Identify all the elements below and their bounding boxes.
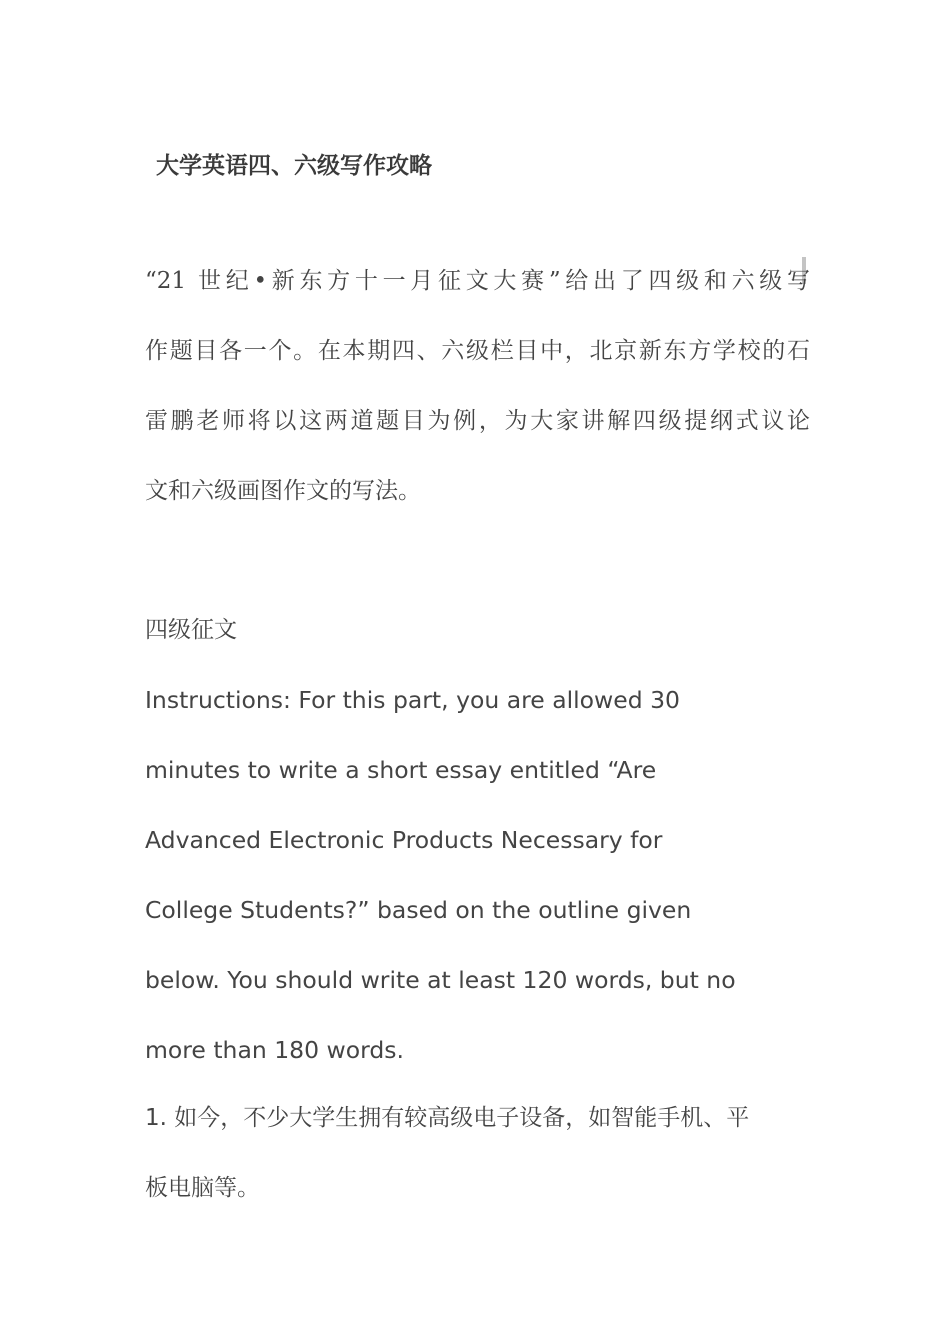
- instructions-line: Instructions: For this part, you are allowed 30: [145, 686, 681, 714]
- outline-point-1: [145, 1083, 810, 1223]
- instructions-line: below. You should write at least 120 words, but no: [145, 966, 736, 994]
- outline-point-number: 1.: [145, 1105, 167, 1131]
- outline-point-line: 板电脑等。: [145, 1175, 260, 1201]
- outline-point-line: [145, 1083, 810, 1153]
- document-title: 大学英语四、六级写作攻略: [156, 152, 432, 179]
- instructions-line: College Students?” based on the outline given: [145, 896, 692, 924]
- instructions-line: minutes to write a short essay entitled “Are: [145, 756, 657, 784]
- intro-line: 作题目各一个。在本期四、六级栏目中，北京新东方学校的石: [145, 338, 810, 364]
- outline-point-text: 如今，不少大学生拥有较高级电子设备，如智能手机、平: [166, 1105, 750, 1131]
- section-heading: 四级征文: [145, 617, 237, 643]
- intro-line: 雷鹏老师将以这两道题目为例，为大家讲解四级提纲式议论: [145, 408, 810, 434]
- instructions-paragraph: [145, 665, 810, 1085]
- intro-paragraph: [145, 246, 810, 526]
- instructions-line: more than 180 words.: [145, 1036, 405, 1064]
- instructions-line: Advanced Electronic Products Necessary for: [145, 826, 663, 854]
- intro-line: “21 世纪•新东方十一月征文大赛”给出了四级和六级写: [145, 268, 810, 294]
- intro-line: 文和六级画图作文的写法。: [145, 478, 421, 504]
